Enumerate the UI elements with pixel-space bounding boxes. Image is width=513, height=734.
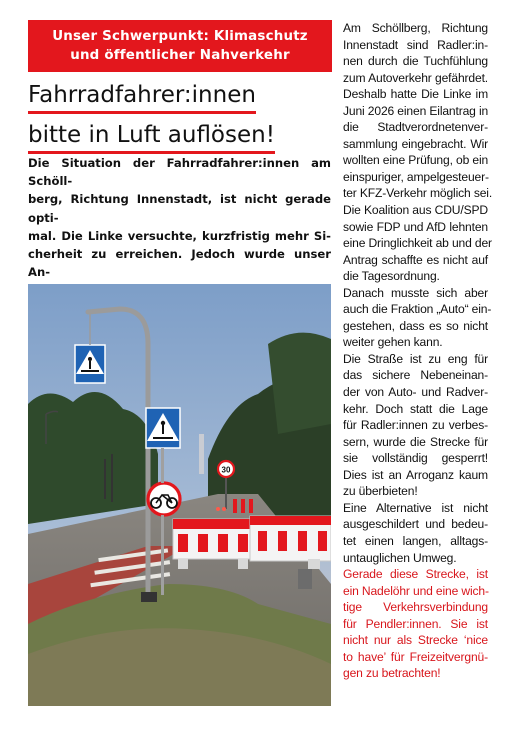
lead-line: mal. Die Linke versuchte, kurzfristig mehr Si- [28, 228, 331, 243]
lead-line: cherheit zu erreichen. Jedoch wurde unser An- [28, 247, 331, 280]
street-photo-illustration [28, 284, 331, 706]
column-line: einspuriger, ampelgesteuer- [343, 169, 489, 184]
column-highlight-line: Gerade diese Strecke, ist [343, 567, 488, 582]
lead-line: berg, Richtung Innenstadt, ist nicht gerade opti- [28, 192, 331, 225]
column-line: auch die Fraktion „Auto“ ein- [343, 302, 492, 317]
column-line: die Stadtverordnetenver- [343, 120, 488, 135]
column-line: untauglichen Umweg. [343, 550, 457, 565]
column-line: zu überbieten! [343, 484, 418, 499]
column-line: für Radler:innen zu verbes- [343, 418, 488, 433]
column-line: nen durch die Tuchfühlung [343, 54, 488, 69]
column-line: sammlung eingebracht. Wir [343, 136, 488, 151]
column-line: zum Autoverkehr gefährdet. [343, 70, 488, 85]
column-line: ausgeschildert und bedeu- [343, 517, 488, 532]
column-line: Dies ist an Arroganz kaum [343, 467, 488, 482]
column-line: Innenstadt sind Radler:in- [343, 37, 488, 52]
column-line: Die Straße ist zu eng für [343, 351, 488, 366]
column-highlight [343, 566, 488, 682]
lead-line: Die Situation der Fahrradfahrer:innen am Schöll- [28, 156, 331, 189]
column-body [343, 20, 493, 566]
column-line: der von Auto- und Radver- [343, 385, 488, 400]
column-line: Die Koalition aus CDU/SPD [343, 203, 488, 218]
column-line: wollten eine Prüfung, ob ein [343, 153, 489, 168]
column-line: Eine Alternative ist nicht [343, 500, 488, 515]
banner-line-2: und öffentlicher Nahverkehr [70, 48, 290, 63]
column-highlight-line: tige Verkehrsverbindung [343, 600, 488, 615]
topic-banner [28, 20, 332, 72]
column-line: kehr. Doch statt die Lage [343, 401, 488, 416]
side-column [343, 20, 493, 682]
speed-limit-label: 30 [221, 465, 231, 475]
column-line: sern, wurde die Strecke für [343, 434, 488, 449]
column-line: Juni 2026 einen Eilantrag in [343, 103, 489, 118]
headline [28, 80, 338, 160]
column-line: sowie FDP und AfD lehnten [343, 219, 488, 234]
headline-line-2: bitte in Luft auflösen! [28, 120, 275, 154]
column-line: sie vollständig gesperrt! [343, 451, 488, 466]
column-line: weiter gehen kann. [343, 335, 443, 350]
column-line: Danach musste sich aber [343, 285, 488, 300]
column-line: tet einen langen, alltags- [343, 533, 488, 548]
column-line: Antrag schaffte es nicht auf [343, 252, 488, 267]
column-line: eine Dringlichkeit ab und der [343, 236, 492, 251]
column-line: die Tagesordnung. [343, 269, 440, 284]
column-line: gestehen, dass es so nicht [343, 318, 488, 333]
column-line: das sichere Nebeneinan- [343, 368, 488, 383]
column-highlight-line: ein Nadelöhr und eine wich- [343, 583, 489, 598]
headline-line-1: Fahrradfahrer:innen [28, 80, 256, 114]
banner-line-1: Unser Schwerpunkt: Klimaschutz [52, 29, 308, 44]
column-highlight-line: nicht nur als Strecke ‘nice [343, 633, 488, 648]
column-line: ter KFZ-Verkehr möglich sei. [343, 186, 493, 201]
street-photo [28, 284, 331, 706]
column-line: Deshalb hatte Die Linke im [343, 87, 488, 102]
column-highlight-line: für Pendler:innen. Sie ist [343, 616, 488, 631]
column-line: Am Schöllberg, Richtung [343, 21, 488, 35]
column-highlight-line: to have’ für Freizeitvergnü- [343, 649, 488, 664]
column-highlight-line: gen zu betrachten! [343, 666, 441, 681]
